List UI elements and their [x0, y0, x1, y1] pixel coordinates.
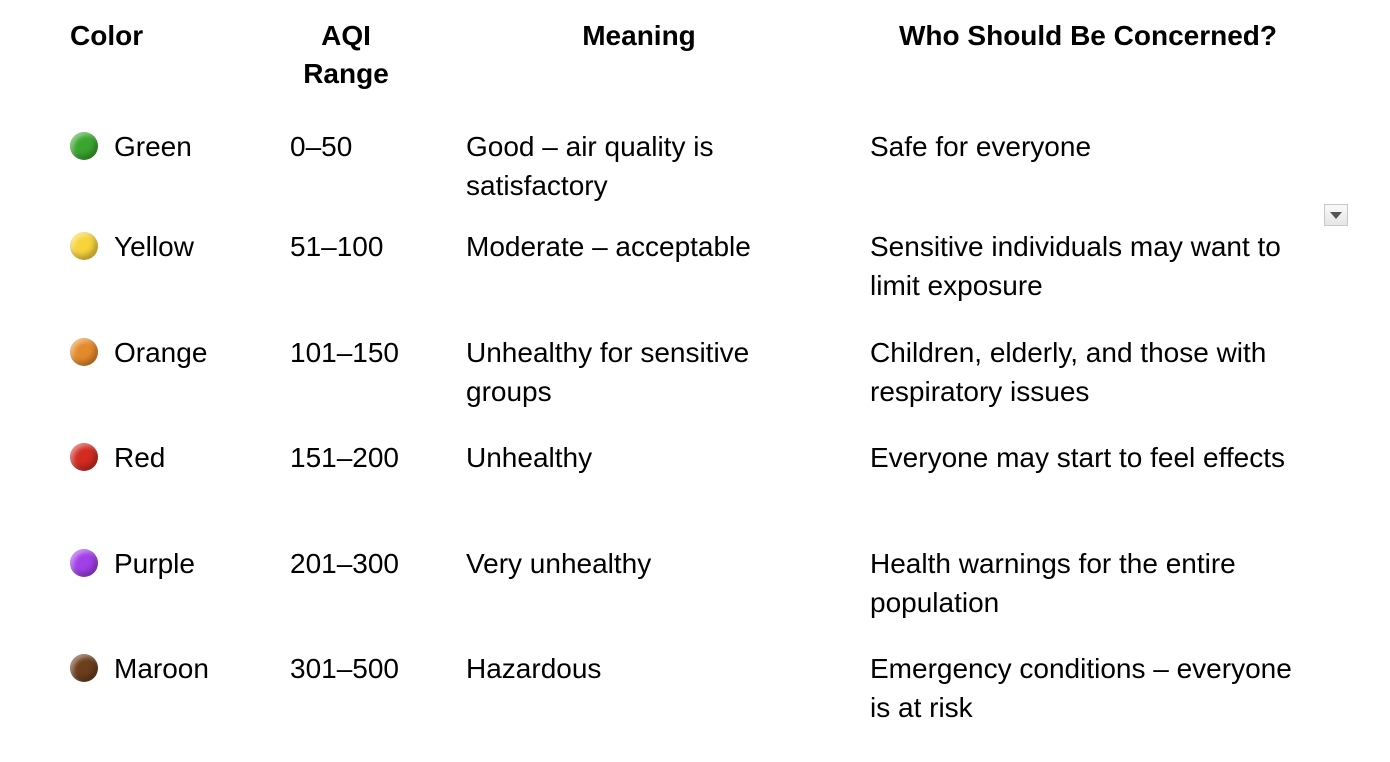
color-cell	[48, 226, 268, 332]
meaning-cell: Hazardous	[466, 653, 602, 684]
aqi-range-cell: 301–500	[290, 653, 400, 684]
color-name: Maroon	[114, 653, 209, 684]
who-cell	[848, 226, 1328, 332]
header-aqi-range: AQI Range	[303, 20, 389, 89]
orange-circle-icon	[70, 338, 98, 366]
who-cell: Safe for everyone	[870, 131, 1092, 162]
yellow-circle-icon	[70, 232, 98, 260]
aqi-range-cell: 0–50	[290, 131, 353, 162]
color-name: Yellow	[114, 231, 194, 262]
who-text: Sensitive individuals may want to limit exposure	[870, 231, 1281, 301]
aqi-table	[48, 0, 1328, 754]
color-cell	[48, 437, 268, 543]
header-meaning: Meaning	[582, 20, 696, 51]
aqi-range-cell: 151–200	[290, 442, 400, 473]
chevron-down-icon	[1330, 212, 1342, 219]
table-row	[48, 437, 1328, 543]
who-cell: Children, elderly, and those with respiratory issues	[870, 336, 1267, 407]
green-circle-icon	[70, 132, 98, 160]
color-cell	[48, 648, 268, 754]
who-cell: Emergency conditions – everyone is at risk	[870, 653, 1292, 723]
table-row	[48, 543, 1328, 649]
table-row	[48, 93, 1328, 226]
color-name: Red	[114, 442, 166, 473]
meaning-cell: Very unhealthy	[466, 547, 652, 579]
color-cell	[48, 332, 268, 438]
meaning-cell: Unhealthy for sensitive groups	[466, 336, 750, 407]
aqi-range-cell: 51–100	[290, 231, 384, 262]
meaning-cell: Good – air quality is satisfactory	[466, 131, 714, 201]
table-row	[48, 226, 1328, 332]
color-name: Green	[114, 131, 192, 162]
table-row	[48, 332, 1328, 438]
table-row	[48, 648, 1328, 754]
aqi-range-cell: 201–300	[290, 547, 400, 579]
purple-circle-icon	[70, 549, 98, 577]
dropdown-toggle-button[interactable]	[1324, 204, 1348, 226]
red-circle-icon	[70, 443, 98, 471]
aqi-range-cell: 101–150	[290, 336, 400, 368]
color-cell	[48, 93, 268, 226]
header-who-concerned: Who Should Be Concerned?	[899, 20, 1277, 51]
meaning-cell: Unhealthy	[466, 442, 593, 473]
meaning-cell: Moderate – acceptable	[466, 231, 751, 262]
maroon-circle-icon	[70, 654, 98, 682]
color-cell	[48, 543, 268, 649]
who-cell: Everyone may start to feel effects	[870, 442, 1286, 473]
who-cell: Health warnings for the entire population	[870, 547, 1236, 618]
color-name: Purple	[114, 547, 195, 579]
color-name: Orange	[114, 336, 208, 368]
table-header-row	[48, 0, 1328, 93]
header-color: Color	[70, 20, 144, 51]
